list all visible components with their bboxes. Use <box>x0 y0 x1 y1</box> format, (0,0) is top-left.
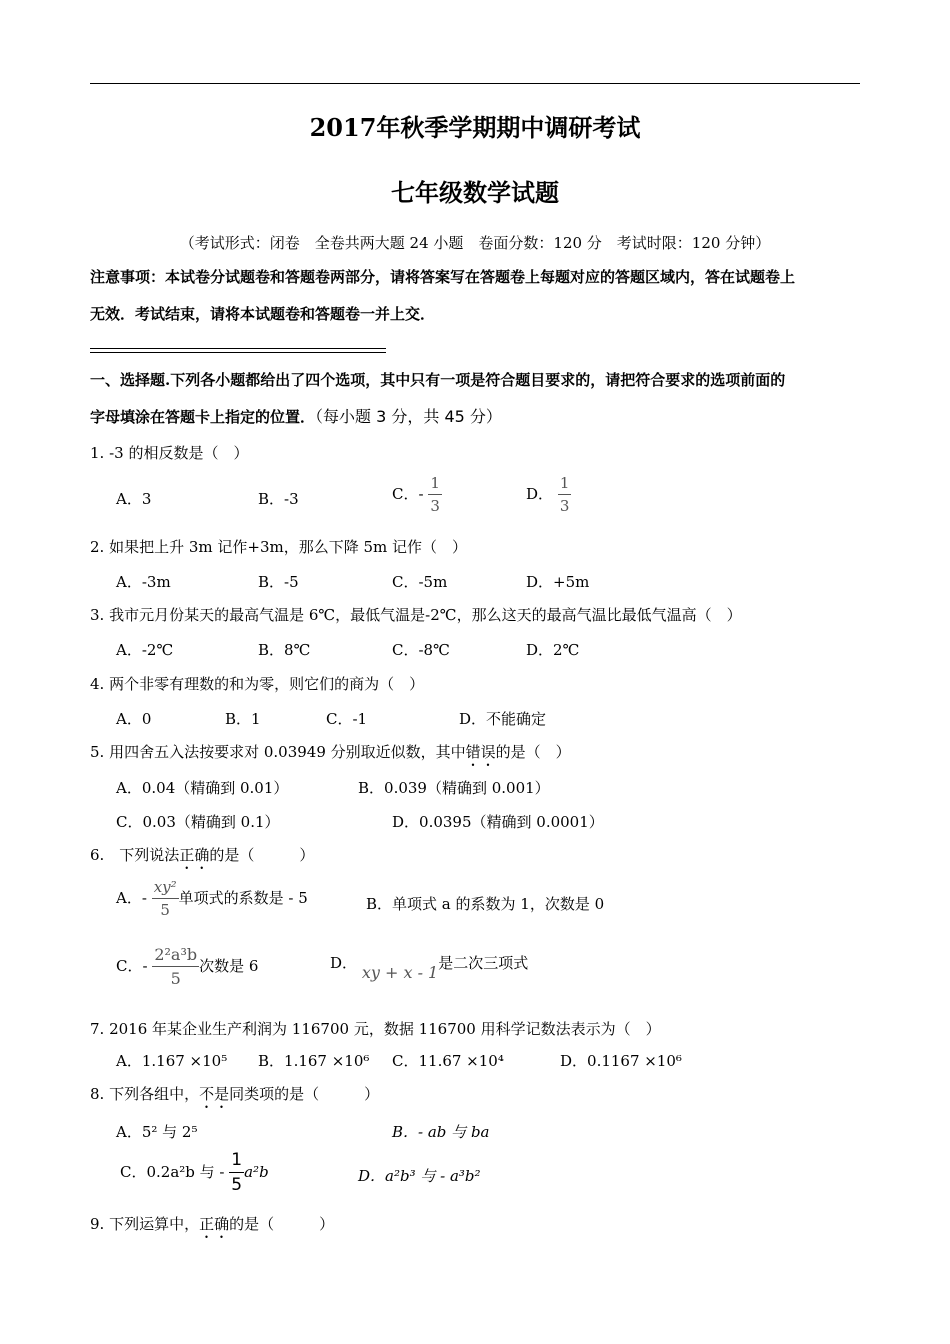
q7-option-b: B．1.167 ×10⁶ <box>258 1052 370 1070</box>
q6-stem: 6. 下列说法正确的是（ ） <box>90 846 315 864</box>
q1-option-c: C．- $\frac{1}{3}$ <box>392 474 440 515</box>
section-1-instruction: 字母填涂在答题卡上指定的位置． <box>90 408 316 426</box>
q6-option-b: B．单项式 a 的系数为 1，次数是 0 <box>366 895 605 913</box>
q2-option-b: B．-5 <box>258 573 299 591</box>
q2-option-c: C．-5m <box>392 573 448 591</box>
q4-option-c: C．-1 <box>326 710 368 728</box>
q3-option-b: B．8℃ <box>258 641 311 659</box>
q5-option-c: C．0.03（精确到 0.1） <box>116 813 280 831</box>
q4-option-b: B．1 <box>225 710 261 728</box>
q6-option-d: D． xy + x - 1是二次三项式 <box>330 954 529 982</box>
q7-stem: 7. 2016 年某企业生产利润为 116700 元，数据 116700 用科学记数法表示为（ ） <box>90 1020 661 1038</box>
paper-title: 七年级数学试题 <box>391 178 559 207</box>
q5-option-b: B．0.039（精确到 0.001） <box>358 779 550 797</box>
q5-stem: 5. 用四舍五入法按要求对 0.03949 分别取近似数，其中错误的是（ ） <box>90 743 571 761</box>
q4-option-d: D．不能确定 <box>459 710 547 728</box>
q2-option-d: D．+5m <box>526 573 590 591</box>
q2-stem: 2. 如果把上升 3m 记作+3m，那么下降 5m 记作（ ） <box>90 538 468 556</box>
q1-option-d: D． $\frac{1}{3}$ <box>526 474 570 515</box>
top-rule <box>90 83 860 84</box>
q4-stem: 4. 两个非零有理数的和为零，则它们的商为（ ） <box>90 675 425 693</box>
q5-option-a: A．0.04（精确到 0.01） <box>116 779 289 797</box>
q8-stem: 8. 下列各组中，不是同类项的是（ ） <box>90 1085 380 1103</box>
exam-title: 2017年秋季学期期中调研考试 <box>309 113 641 142</box>
q6-a-fraction: $\frac{\text{xy²}}{5}$ <box>153 878 177 919</box>
q3-stem: 3. 我市元月份某天的最高气温是 6℃，最低气温是-2℃，那么这天的最高气温比最低气温高（ ） <box>90 606 742 624</box>
q3-option-a: A．-2℃ <box>116 641 174 659</box>
q1-c-fraction: $\frac{1}{3}$ <box>430 474 440 515</box>
q7-option-d: D．0.1167 ×10⁶ <box>560 1052 682 1070</box>
q7-option-c: C．11.67 ×10⁴ <box>392 1052 504 1070</box>
q8-c-fraction: $\frac{1}{5}$ <box>231 1150 243 1195</box>
q1-stem: 1. -3 的相反数是（ ） <box>90 444 249 462</box>
q6-d-expression: xy + x - 1 <box>361 963 439 982</box>
section-1-heading: 一、选择题.下列各小题都给出了四个选项，其中只有一项是符合题目要求的，请把符合要求的选项前面的 <box>90 371 786 389</box>
q8-option-c: C．0.2a²b 与 - $\frac{1}{5}$ a²b <box>120 1150 269 1195</box>
q6-c-fraction: $\frac{\text{2²a³b}}{5}$ <box>154 945 198 988</box>
q6-option-c: C．- $\frac{\text{2²a³b}}{5}$ 次数是 6 <box>116 945 259 988</box>
notice-line-1: 注意事项：本试卷分试题卷和答题卷两部分，请将答案写在答题卷上每题对应的答题区域内，答在试题卷上 <box>90 268 796 286</box>
section-1-score: （每小题 3 分，共 45 分） <box>315 407 502 426</box>
q1-option-a: A．3 <box>116 490 152 508</box>
q8-option-a: A．5² 与 2⁵ <box>116 1123 198 1141</box>
q1-option-b: B．-3 <box>258 490 299 508</box>
q6-option-a: A．- $\frac{\text{xy²}}{5}$ 单项式的系数是 - 5 <box>116 878 308 919</box>
notice-line-2: 无效．考试结束，请将本试题卷和答题卷一并上交． <box>90 305 436 323</box>
q8-option-d: D．a²b³ 与 - a³b² <box>358 1167 481 1185</box>
q8-option-b: B．- ab 与 ba <box>392 1123 490 1141</box>
q5-option-d: D．0.0395（精确到 0.0001） <box>392 813 604 831</box>
q7-option-a: A．1.167 ×10⁵ <box>116 1052 228 1070</box>
exam-info: （考试形式：闭卷 全卷共两大题 24 小题 卷面分数：120 分 考试时限：120 分钟） <box>179 234 771 252</box>
q1-d-fraction: $\frac{1}{3}$ <box>559 474 570 515</box>
q9-stem: 9. 下列运算中，正确的是（ ） <box>90 1215 335 1233</box>
q3-option-d: D．2℃ <box>526 641 580 659</box>
double-divider <box>90 348 386 353</box>
q3-option-c: C．-8℃ <box>392 641 450 659</box>
section-1-subheading <box>90 404 502 427</box>
q4-option-a: A．0 <box>116 710 152 728</box>
q2-option-a: A．-3m <box>116 573 171 591</box>
